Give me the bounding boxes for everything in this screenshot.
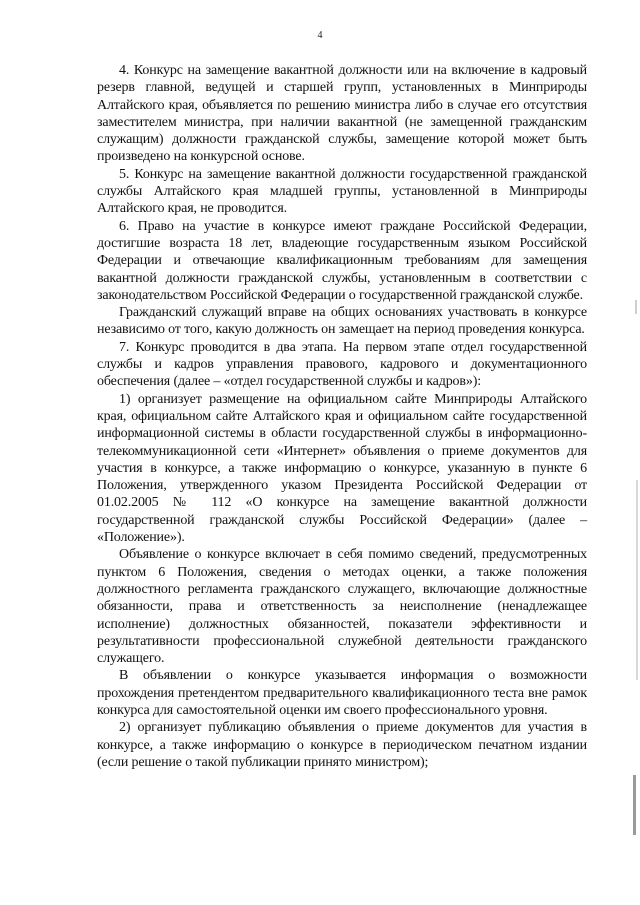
scan-artifact-edge — [636, 480, 638, 680]
page-number: 4 — [317, 30, 323, 41]
paragraph-item-5: 5. Конкурс на замещение вакантной должности государственной гражданской службы Алтайского края младшей группы, установленной в Минприроды Алтайского края, не проводится. — [97, 166, 587, 217]
paragraph-item-4: 4. Конкурс на замещение вакантной должности или на включение в кадровый резерв главной, ведущей и старшей групп, установленных в Минприроды Алтайского края, объявляется по решению министра либо в случае его отсутствия заместителем министра, при наличии вакантной (не замещенной гражданским служащим) должности гражданской службы, замещение которой может быть произведено на конкурсной основе. — [97, 63, 587, 165]
paragraph-qualification-test: В объявлении о конкурсе указывается информация о возможности прохождения претендентом предварительного квалификационного теста вне рамок конкурса для самостоятельной оценки им своего профессионального уровня. — [97, 668, 587, 718]
paragraph-subitem-1: 1) организует размещение на официальном сайте Минприроды Алтайского края, официальном сайте Алтайского края и официальном сайте государственной информационной системы в области государственной службы в информационно-телекоммуникационной сети «Интернет» объявления о приеме документов для участия в конкурсе, а также информацию о конкурсе, указанную в пункте 6 Положения, утвержденного указом Президента Российской Федерации от 01.02.2005 № 112 «О конкурсе на замещение вакантной должности государственной гражданской службы Российской Федерации» (далее – «Положение»). — [97, 391, 587, 546]
document-body — [97, 62, 587, 771]
paragraph-announcement-contents: Объявление о конкурсе включает в себя помимо сведений, предусмотренных пунктом 6 Положения, сведения о методах оценки, а также положения должностного регламента гражданского служащего, включающие должностные обязанности, права и ответственность за неисполнение (ненадлежащее исполнение) должностных обязанностей, показатели эффективности и результативности профессиональной служебной деятельности гражданского служащего. — [97, 547, 587, 667]
paragraph-item-7: 7. Конкурс проводится в два этапа. На первом этапе отдел государственной службы и кадров управления правового, кадрового и документационного обеспечения (далее – «отдел государственной службы и кадров»): — [97, 339, 587, 390]
scan-artifact-mark — [635, 300, 637, 314]
scan-artifact-edge-dark — [633, 775, 636, 835]
paragraph-item-6: 6. Право на участие в конкурсе имеют граждане Российской Федерации, достигшие возраста 18 лет, владеющие государственным языком Российской Федерации и отвечающие квалификационным требованиям для замещения вакантной должности гражданской службы, установленным в соответствии с законодательством Российской Федерации о государственной гражданской службе. — [97, 218, 587, 303]
paragraph-civil-servant: Гражданский служащий вправе на общих основаниях участвовать в конкурсе независимо от того, какую должность он замещает на период проведения конкурса. — [97, 305, 587, 338]
paragraph-subitem-2: 2) организует публикацию объявления о приеме документов для участия в конкурсе, а также информацию о конкурсе в периодическом печатном издании (если решение о такой публикации принято министром); — [97, 720, 587, 770]
